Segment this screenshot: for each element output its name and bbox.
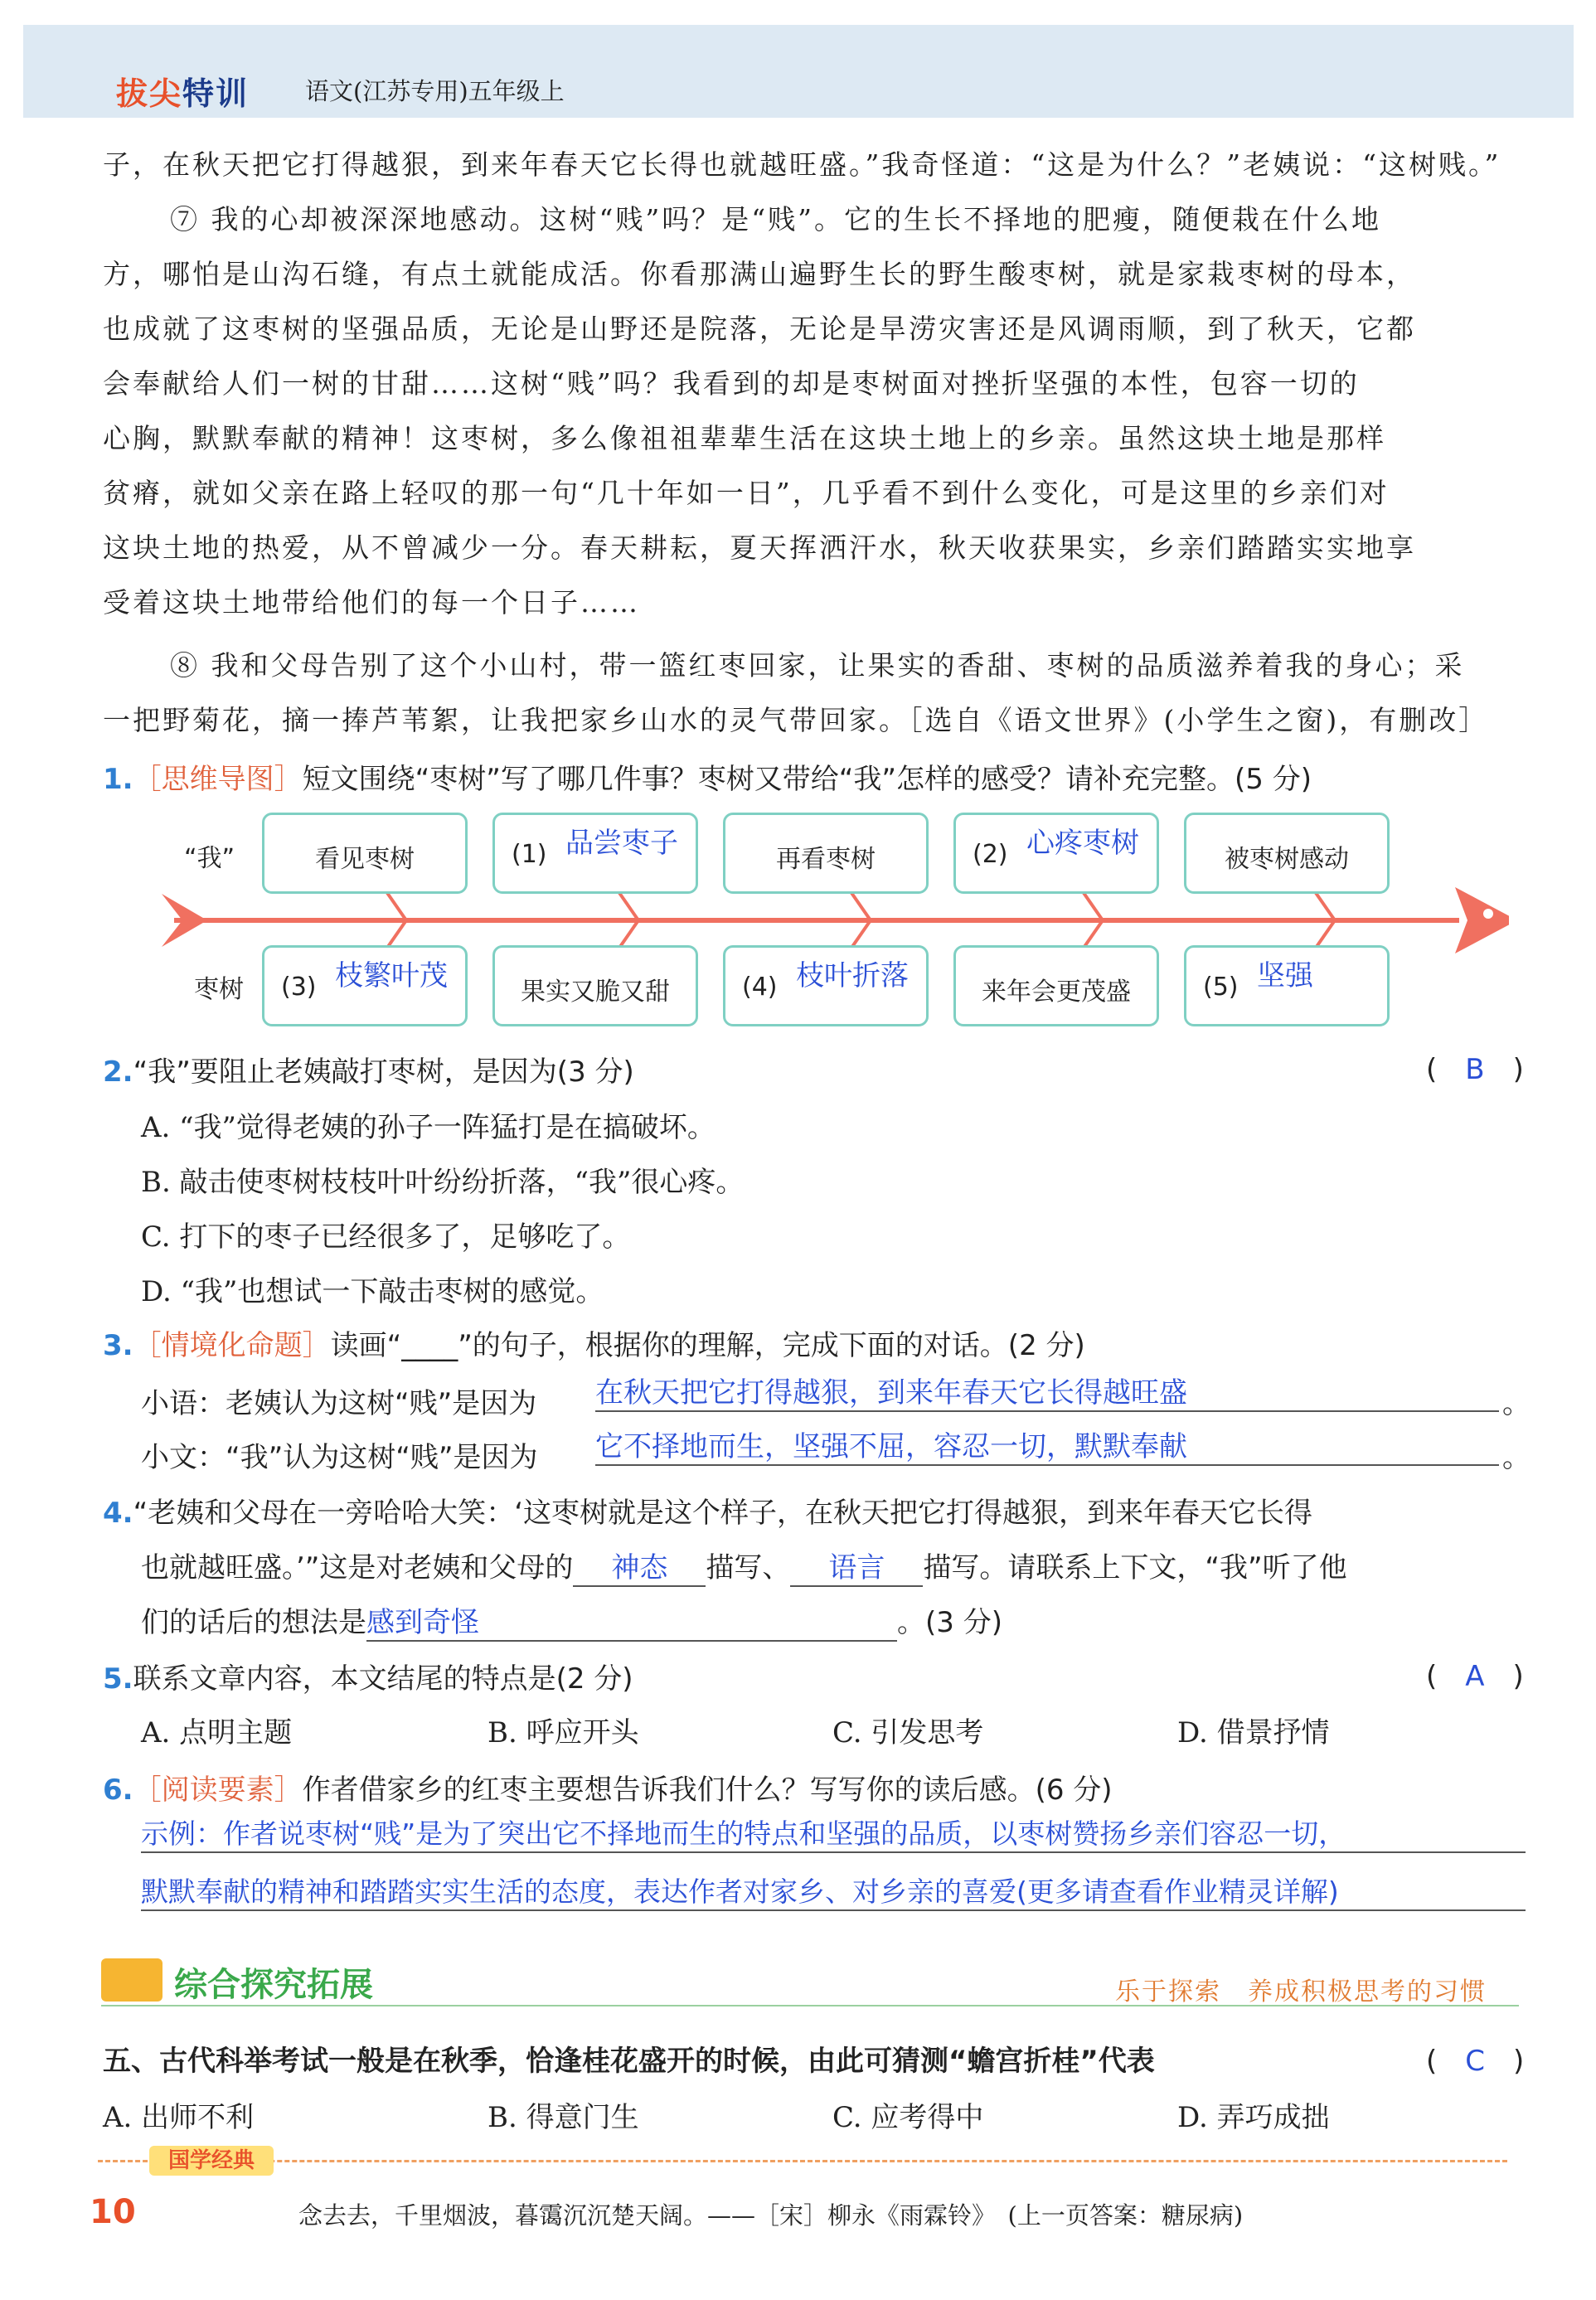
option: C. 引发思考 (832, 1716, 984, 1749)
brand-logo: 拔尖特训 (116, 75, 250, 112)
period: 。 (1502, 1387, 1531, 1420)
fishbone-box: 被枣树感动 (1184, 813, 1390, 894)
question-2: 2.“我”要阻止老姨敲打枣树，是因为(3 分) (103, 1055, 634, 1089)
answer-line: 示例：作者说枣树“贱”是为了突出它不择地而生的特点和坚强的品质，以枣树赞扬乡亲们容忍一切， (141, 1812, 1526, 1853)
fishbone-box: (3) 枝繁叶茂 (262, 945, 468, 1026)
option: B. 呼应开头 (488, 1716, 639, 1749)
subject-title: 语文(江苏专用)五年级上 (305, 77, 565, 105)
fishbone-box: (5) 坚强 (1184, 945, 1390, 1026)
header-band (23, 25, 1574, 118)
dialogue-line: 小文：“我”认为这树“贱”是因为 (141, 1441, 538, 1474)
fishbone-box: 果实又脆又甜 (492, 945, 698, 1026)
option: D. “我”也想试一下敲击枣树的感觉。 (141, 1275, 604, 1308)
fish-tail-icon (162, 894, 207, 947)
fishbone-box: 来年会更茂盛 (953, 945, 1159, 1026)
question-3: 3.［情境化命题］读画“____”的句子，根据你的理解，完成下面的对话。(2 分) (103, 1329, 1085, 1362)
fishbone-box: (4) 枝叶折落 (723, 945, 929, 1026)
option: B. 得意门生 (488, 2101, 639, 2134)
fish-head-icon (1455, 887, 1509, 953)
fishbone-box: 看见枣树 (262, 813, 468, 894)
option: D. 弄巧成拙 (1177, 2101, 1330, 2134)
passage-line: ⑧ 我和父母告别了这个小山村，带一篮红枣回家，让果实的香甜、枣树的品质滋养着我的身心；采 (170, 649, 1465, 682)
passage-line: 也成就了这枣树的坚强品质，无论是山野还是院落，无论是旱涝灾害还是风调雨顺，到了秋天，它都 (103, 313, 1416, 345)
period: 。 (1502, 1441, 1531, 1474)
passage-line: 心胸，默默奉献的精神！这枣树，多么像祖祖辈辈生活在这块土地上的乡亲。虽然这块土地是那样 (103, 422, 1386, 454)
passage-line: 这块土地的热爱，从不曾减少一分。春天耕耘，夏天挥洒汗水，秋天收获果实，乡亲们踏踏实实地享 (103, 531, 1416, 564)
answer-bracket: ( B ) (1426, 1053, 1524, 1086)
question-6: 6.［阅读要素］作者借家乡的红枣主要想告诉我们什么？写写你的读后感。(6 分) (103, 1774, 1113, 1807)
passage-line: 子，在秋天把它打得越狠，到来年春天它长得也就越旺盛。”我奇怪道：“这是为什么？”老姨说：“这树贱。” (103, 148, 1501, 181)
passage-line: 受着这块土地带给他们的每一个日子…… (103, 586, 640, 619)
fishbone-bottom-label: 枣树 (194, 975, 244, 1004)
answer-bracket: ( C ) (1426, 2045, 1525, 2078)
option: D. 借景抒情 (1177, 1716, 1330, 1749)
footer-quote: 念去去，千里烟波，暮霭沉沉楚天阔。——［宋］柳永《雨霖铃》 (上一页答案：糖尿病) (298, 2201, 1244, 2230)
page-number: 10 (90, 2193, 136, 2231)
question-4: 4.“老姨和父母在一旁哈哈大笑：‘这枣树就是这个样子，在秋天把它打得越狠，到来年春天它长得 (103, 1497, 1312, 1530)
answer-line: 默默奉献的精神和踏踏实实生活的态度，表达作者对家乡、对乡亲的喜爱(更多请查看作业精灵详解) (141, 1871, 1526, 1911)
q4-line: 也就越旺盛。’”这是对老姨和父母的 神态 描写、 语言 描写。请联系上下文，“我”听了他 (141, 1545, 1347, 1587)
fish-eye-icon (1483, 909, 1493, 919)
footer-badge: 国学经典 (149, 2146, 274, 2176)
q4-line: 们的话后的想法是感到奇怪 。(3 分) (141, 1599, 1002, 1642)
option: C. 打下的枣子已经很多了，足够吃了。 (141, 1220, 631, 1254)
answer-line: 它不择地而生，坚强不屈，容忍一切，默默奉献 (595, 1424, 1499, 1466)
option: B. 敲击使枣树枝枝叶叶纷纷折落，“我”很心疼。 (141, 1166, 745, 1199)
passage-line: ⑦ 我的心却被深深地感动。这树“贱”吗？是“贱”。它的生长不择地的肥瘦，随便栽在什么地 (170, 203, 1381, 235)
star-icon (101, 1958, 163, 2002)
option: A. 出师不利 (103, 2101, 255, 2134)
question-7: 五、古代科举考试一般是在秋季，恰逢桂花盛开的时候，由此可猜测“蟾宫折桂”代表 (103, 2045, 1155, 2078)
option: A. “我”觉得老姨的孙子一阵猛打是在搞破坏。 (141, 1111, 716, 1144)
section-motto: 乐于探索 养成积极思考的习惯 (1115, 1977, 1487, 2006)
fishbone-box: (1) 品尝枣子 (492, 813, 698, 894)
dialogue-line: 小语：老姨认为这树“贱”是因为 (141, 1387, 537, 1420)
passage-line: 一把野菊花，摘一捧芦苇絮，让我把家乡山水的灵气带回家。［选自《语文世界》(小学生之窗)，有删改］ (103, 704, 1489, 736)
answer-bracket: ( A ) (1426, 1660, 1524, 1693)
question-5: 5.联系文章内容，本文结尾的特点是(2 分) (103, 1662, 633, 1696)
fishbone-box: (2) 心疼枣树 (953, 813, 1159, 894)
section-divider (101, 2005, 1519, 2006)
option: C. 应考得中 (832, 2101, 984, 2134)
footer-divider (98, 2160, 1507, 2162)
section-title: 综合探究拓展 (174, 1966, 373, 2004)
answer-line: 在秋天把它打得越狠，到来年春天它长得越旺盛 (595, 1370, 1499, 1412)
question-1: 1.［思维导图］短文围绕“枣树”写了哪几件事？枣树又带给“我”怎样的感受？请补充完整。(5 分) (103, 763, 1312, 796)
fishbone-box: 再看枣树 (723, 813, 929, 894)
option: A. 点明主题 (141, 1716, 293, 1749)
passage-line: 方，哪怕是山沟石缝，有点土就能成活。你看那满山遍野生长的野生酸枣树，就是家栽枣树的母本， (103, 258, 1416, 290)
passage-line: 会奉献给人们一树的甘甜……这树“贱”吗？我看到的却是枣树面对挫折坚强的本性，包容一切的 (103, 367, 1360, 400)
fishbone-top-label: “我” (184, 844, 235, 873)
passage-line: 贫瘠，就如父亲在路上轻叹的那一句“几十年如一日”，几乎看不到什么变化，可是这里的乡亲们对 (103, 477, 1390, 509)
